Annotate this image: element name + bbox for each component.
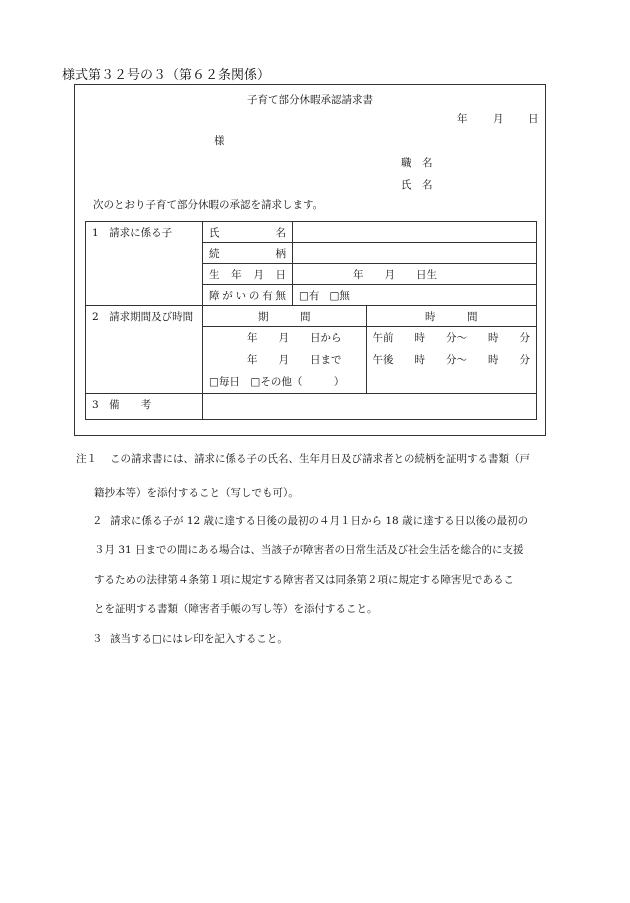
child-name-label: 氏名 bbox=[203, 222, 293, 243]
note-2-line-1: 請求に係る子が 12 歳に達する日後の最初の４月１日から 18 歳に達する日以後の最初の bbox=[110, 515, 529, 527]
note-2-line-2: ３月 31 日までの間にある場合は、当該子が障害者の日常生活及び社会生活を総合的に支援 bbox=[94, 544, 524, 556]
section-period-label: 2 請求期間及び時間 bbox=[86, 306, 203, 394]
note-3-marker: ３ bbox=[92, 633, 103, 645]
period-field bbox=[203, 327, 367, 394]
section-remarks-label: 3 備 考 bbox=[86, 394, 203, 420]
disability-yes-checkbox[interactable]: □有 bbox=[299, 289, 320, 302]
period-header: 期 間 bbox=[203, 306, 367, 327]
time-pm-field[interactable]: 午後 時 分～ 時 分 bbox=[372, 354, 530, 366]
applicant-name-label: 氏 名 bbox=[401, 179, 433, 191]
form-number-label: 様式第３２号の３（第６２条関係） bbox=[62, 68, 271, 83]
period-from-field[interactable]: 年 月 日から bbox=[247, 332, 342, 344]
disability-no-checkbox[interactable]: □無 bbox=[329, 289, 350, 302]
note-1-line-2: 籍抄本等）を添付すること（写しでも可）。 bbox=[94, 487, 299, 499]
child-relation-field[interactable] bbox=[293, 243, 537, 264]
form-title: 子育て部分休暇承認請求書 bbox=[247, 94, 373, 106]
note-1-marker: 注１ bbox=[76, 453, 97, 465]
child-disability-options bbox=[293, 285, 537, 306]
child-birthdate-field[interactable]: 年 月 日生 bbox=[293, 264, 537, 285]
child-relation-label: 続柄 bbox=[203, 243, 293, 264]
child-birthdate-label: 生年月日 bbox=[203, 264, 293, 285]
time-header: 時 間 bbox=[366, 306, 537, 327]
child-name-field[interactable] bbox=[293, 222, 537, 243]
frequency-options[interactable]: □毎日 □その他（ ） bbox=[209, 376, 345, 388]
child-disability-label: 障がいの有無 bbox=[203, 285, 293, 306]
period-to-field[interactable]: 年 月 日まで bbox=[247, 354, 342, 366]
remarks-field[interactable] bbox=[203, 394, 537, 420]
note-1-line-1: この請求書には、請求に係る子の氏名、生年月日及び請求者との続柄を証明する書類（戸 bbox=[110, 453, 530, 465]
time-am-field[interactable]: 午前 時 分～ 時 分 bbox=[372, 332, 530, 344]
section-child-label: 1 請求に係る子 bbox=[86, 222, 203, 306]
note-3-line-1: 該当する□にはレ印を記入すること。 bbox=[110, 633, 288, 645]
date-day[interactable]: 日 bbox=[528, 113, 539, 125]
addressee-field[interactable]: 様 bbox=[214, 135, 225, 147]
time-field bbox=[366, 327, 537, 394]
request-statement: 次のとおり子育て部分休暇の承認を請求します。 bbox=[93, 199, 324, 211]
note-2-marker: ２ bbox=[92, 515, 103, 527]
request-form bbox=[74, 84, 546, 436]
request-details-table bbox=[85, 221, 537, 420]
date-month[interactable]: 月 bbox=[493, 113, 504, 125]
applicant-post-label: 職 名 bbox=[401, 157, 433, 169]
note-2-line-3: するための法律第４条第１項に規定する障害者又は同条第２項に規定する障害児であるこ bbox=[94, 574, 514, 586]
date-year[interactable]: 年 bbox=[457, 113, 468, 125]
note-2-line-4: とを証明する書類（障害者手帳の写し等）を添付すること。 bbox=[94, 603, 378, 615]
